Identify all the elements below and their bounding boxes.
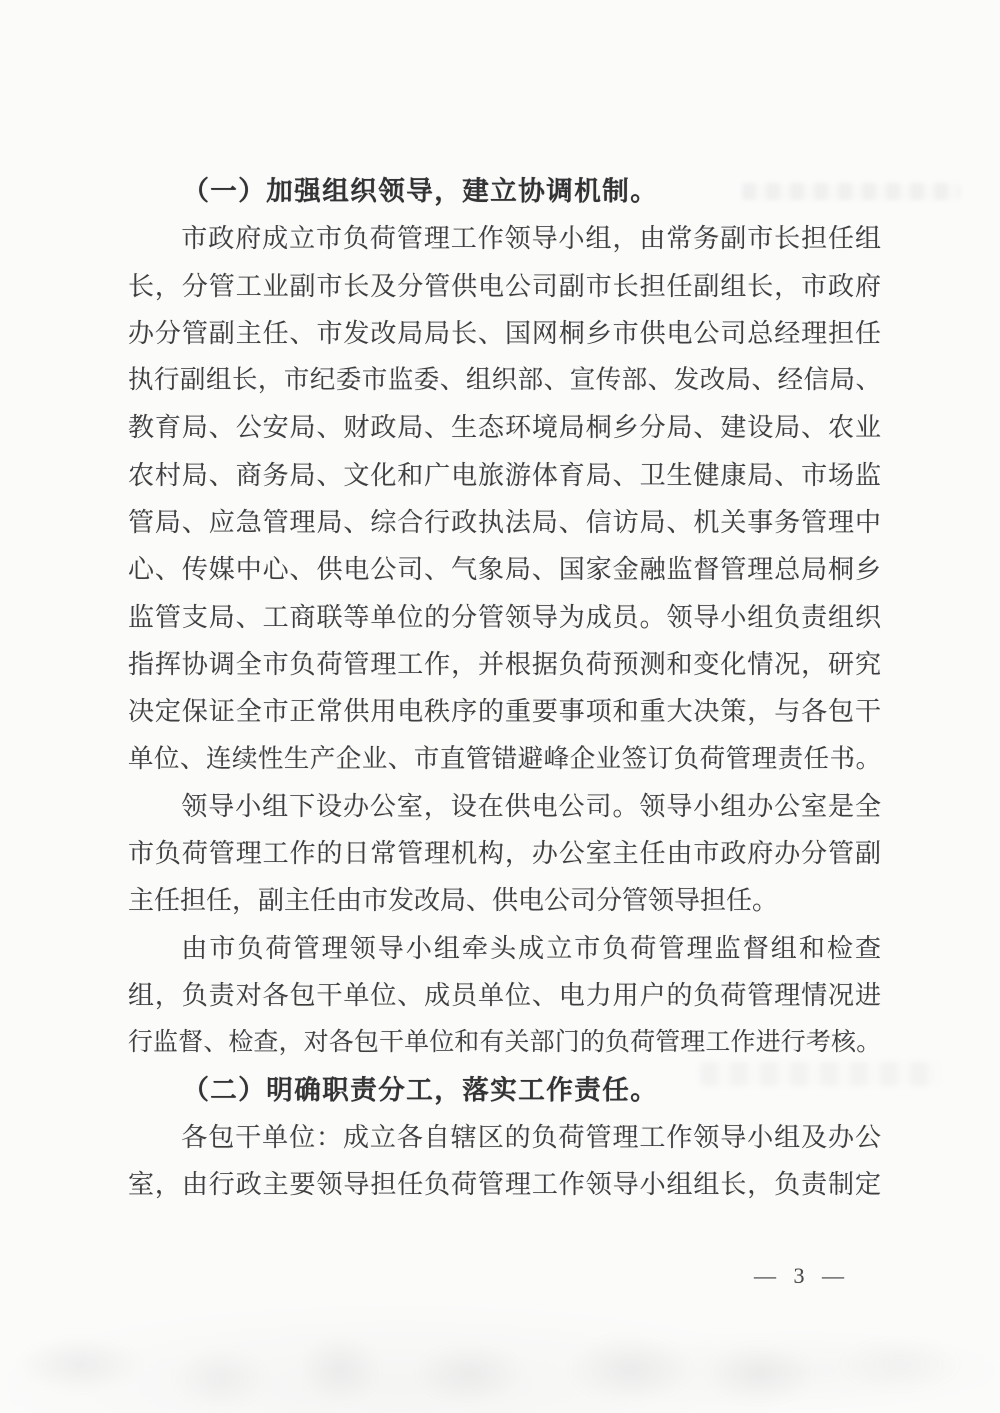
text-line: 执行副组长，市纪委市监委、组织部、宣传部、发改局、经信局、 [128, 366, 881, 395]
text-line: 指挥协调全市负荷管理工作，并根据负荷预测和变化情况，研究 [128, 649, 881, 679]
text-line: 组，负责对各包干单位、成员单位、电力用户的负荷管理情况进 [128, 981, 881, 1011]
text-line: 市负荷管理工作的日常管理机构，办公室主任由市政府办分管副 [128, 839, 881, 869]
text-line: 农村局、商务局、文化和广电旅游体育局、卫生健康局、市场监 [128, 460, 881, 490]
text-line: 行监督、检查，对各包干单位和有关部门的负荷管理工作进行考核。 [128, 1029, 881, 1057]
text-line: 各包干单位：成立各自辖区的负荷管理工作领导小组及办公 [181, 1122, 881, 1152]
text-line: 心、传媒中心、供电公司、气象局、国家金融监督管理总局桐乡 [128, 555, 881, 585]
text-line: 管局、应急管理局、综合行政执法局、信访局、机关事务管理中 [128, 508, 881, 538]
text-line: 主任担任，副主任由市发改局、供电公司分管领导担任。 [128, 886, 779, 916]
scan-artifact [0, 1325, 1000, 1413]
text-line: 单位、连续性生产企业、市直管错避峰企业签订负荷管理责任书。 [128, 744, 881, 773]
text-line: 市政府成立市负荷管理工作领导小组，由常务副市长担任组 [181, 224, 881, 254]
section-heading: （一）加强组织领导，建立协调机制。 [182, 176, 659, 206]
page-number: — 3 — [754, 1263, 850, 1288]
text-line: 监管支局、工商联等单位的分管领导为成员。领导小组负责组织 [128, 602, 881, 632]
text-line: 教育局、公安局、财政局、生态环境局桐乡分局、建设局、农业 [128, 413, 881, 443]
text-line: 室，由行政主要领导担任负荷管理工作领导小组组长，负责制定 [128, 1170, 881, 1200]
text-line: 长，分管工业副市长及分管供电公司副市长担任副组长，市政府 [128, 271, 881, 301]
section-heading: （二）明确职责分工，落实工作责任。 [182, 1074, 659, 1105]
text-line: 决定保证全市正常供用电秩序的重要事项和重大决策，与各包干 [128, 697, 881, 727]
text-line: 办分管副主任、市发改局局长、国网桐乡市供电公司总经理担任 [128, 318, 881, 348]
document-body [128, 168, 881, 1209]
text-line: 由市负荷管理领导小组牵头成立市负荷管理监督组和检查 [181, 933, 881, 963]
text-line: 领导小组下设办公室，设在供电公司。领导小组办公室是全 [181, 791, 881, 821]
